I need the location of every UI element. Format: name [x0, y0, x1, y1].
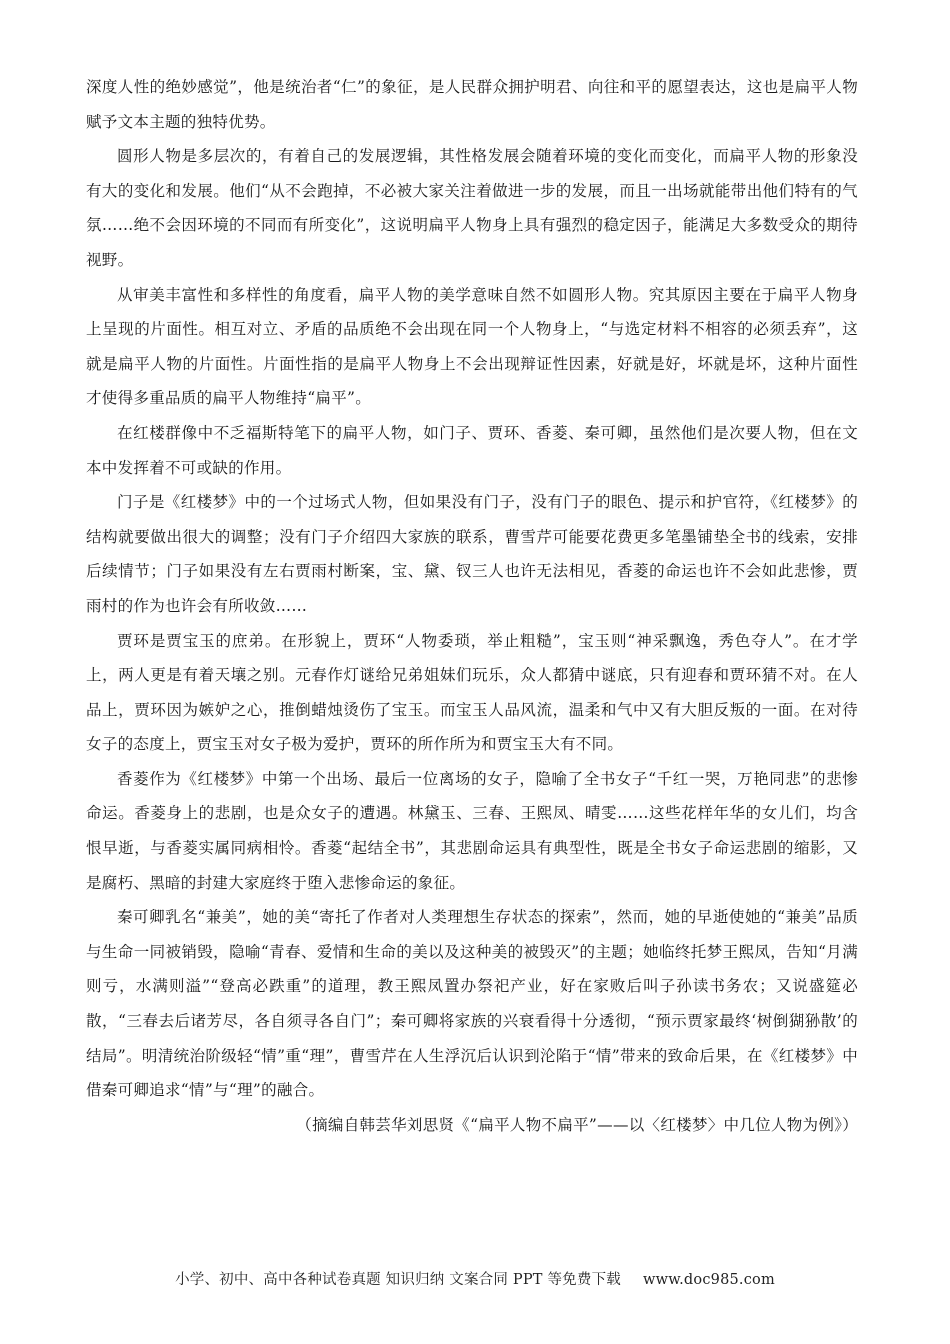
paragraph-7: 香菱作为《红楼梦》中第一个出场、最后一位离场的女子，隐喻了全书女子“千红一哭，万艳同悲”的悲惨命运。香菱身上的悲剧，也是众女子的遭遇。林黛玉、三春、王熙凤、晴雯……这些花样年华的女儿们，均含恨早逝，与香菱实属同病相怜。香菱“起结全书”，其悲剧命运具有典型性，既是全书女子命运悲剧的缩影，又是腐朽、黑暗的封建大家庭终于堕入悲惨命运的象征。 [86, 769, 858, 892]
footer-text: 小学、初中、高中各种试卷真题 知识归纳 文案合同 PPT 等免费下载 [175, 1272, 621, 1288]
article-body [86, 70, 858, 1142]
paragraph-3: 从审美丰富性和多样性的角度看，扁平人物的美学意味自然不如圆形人物。究其原因主要在于扁平人物身上呈现的片面性。相互对立、矛盾的品质绝不会出现在同一个人物身上，“与选定材料不相容的必须丢弃”，这就是扁平人物的片面性。片面性指的是扁平人物身上不会出现辩证性因素，好就是好，坏就是坏，这种片面性才使得多重品质的扁平人物维持“扁平”。 [86, 285, 858, 408]
paragraph-6: 贾环是贾宝玉的庶弟。在形貌上，贾环“人物委琐，举止粗糙”，宝玉则“神采飘逸，秀色夺人”。在才学上，两人更是有着天壤之别。元春作灯谜给兄弟姐妹们玩乐，众人都猜中谜底，只有迎春和贾环猜不对。在人品上，贾环因为嫉妒之心，推倒蜡烛烫伤了宝玉。而宝玉人品风流，温柔和气中又有大胆反叛的一面。在对待女子的态度上，贾宝玉对女子极为爱护，贾环的所作所为和贾宝玉大有不同。 [86, 631, 858, 754]
source-citation: （摘编自韩芸华刘思贤《“扁平人物不扁平”——以〈红楼梦〉中几位人物为例》） [296, 1115, 858, 1134]
paragraph-4: 在红楼群像中不乏福斯特笔下的扁平人物，如门子、贾环、香菱、秦可卿，虽然他们是次要人物，但在文本中发挥着不可或缺的作用。 [86, 423, 858, 477]
page-footer [0, 1268, 950, 1289]
paragraph-1: 深度人性的绝妙感觉”，他是统治者“仁”的象征，是人民群众拥护明君、向往和平的愿望表达，这也是扁平人物赋予文本主题的独特优势。 [86, 78, 858, 131]
footer-url[interactable]: www.doc985.com [642, 1272, 775, 1288]
paragraph-5: 门子是《红楼梦》中的一个过场式人物，但如果没有门子，没有门子的眼色、提示和护官符，《红楼梦》的结构就要做出很大的调整；没有门子介绍四大家族的联系，曹雪芹可能要花费更多笔墨铺垫全书的线索，安排后续情节；门子如果没有左右贾雨村断案，宝、黛、钗三人也许无法相见，香菱的命运也许不会如此悲惨，贾雨村的作为也许会有所收敛…… [86, 493, 858, 615]
paragraph-2: 圆形人物是多层次的，有着自己的发展逻辑，其性格发展会随着环境的变化而变化，而扁平人物的形象没有大的变化和发展。他们“从不会跑掉，不必被大家关注着做进一步的发展，而且一出场就能带出他们特有的气氛……绝不会因环境的不同而有所变化”，这说明扁平人物身上具有强烈的稳定因子，能满足大多数受众的期待视野。 [86, 147, 858, 269]
paragraph-8: 秦可卿乳名“兼美”，她的美“寄托了作者对人类理想生存状态的探索”，然而，她的早逝使她的“兼美”品质与生命一同被销毁，隐喻“青春、爱情和生命的美以及这种美的被毁灭”的主题；她临终托梦王熙凤，告知“月满则亏，水满则溢”“登高必跌重”的道理，教王熙凤置办祭祀产业，好在家败后叫子孙读书务农；又说盛筵必散，“三春去后诸芳尽，各自须寻各自门”；秦可卿将家族的兴衰看得十分透彻，“预示贾家最终‘树倒猢狲散’的结局”。明清统治阶级轻“情”重“理”，曹雪芹在人生浮沉后认识到沦陷于“情”带来的致命后果，在《红楼梦》中借秦可卿追求“情”与“理”的融合。 [86, 908, 858, 1100]
